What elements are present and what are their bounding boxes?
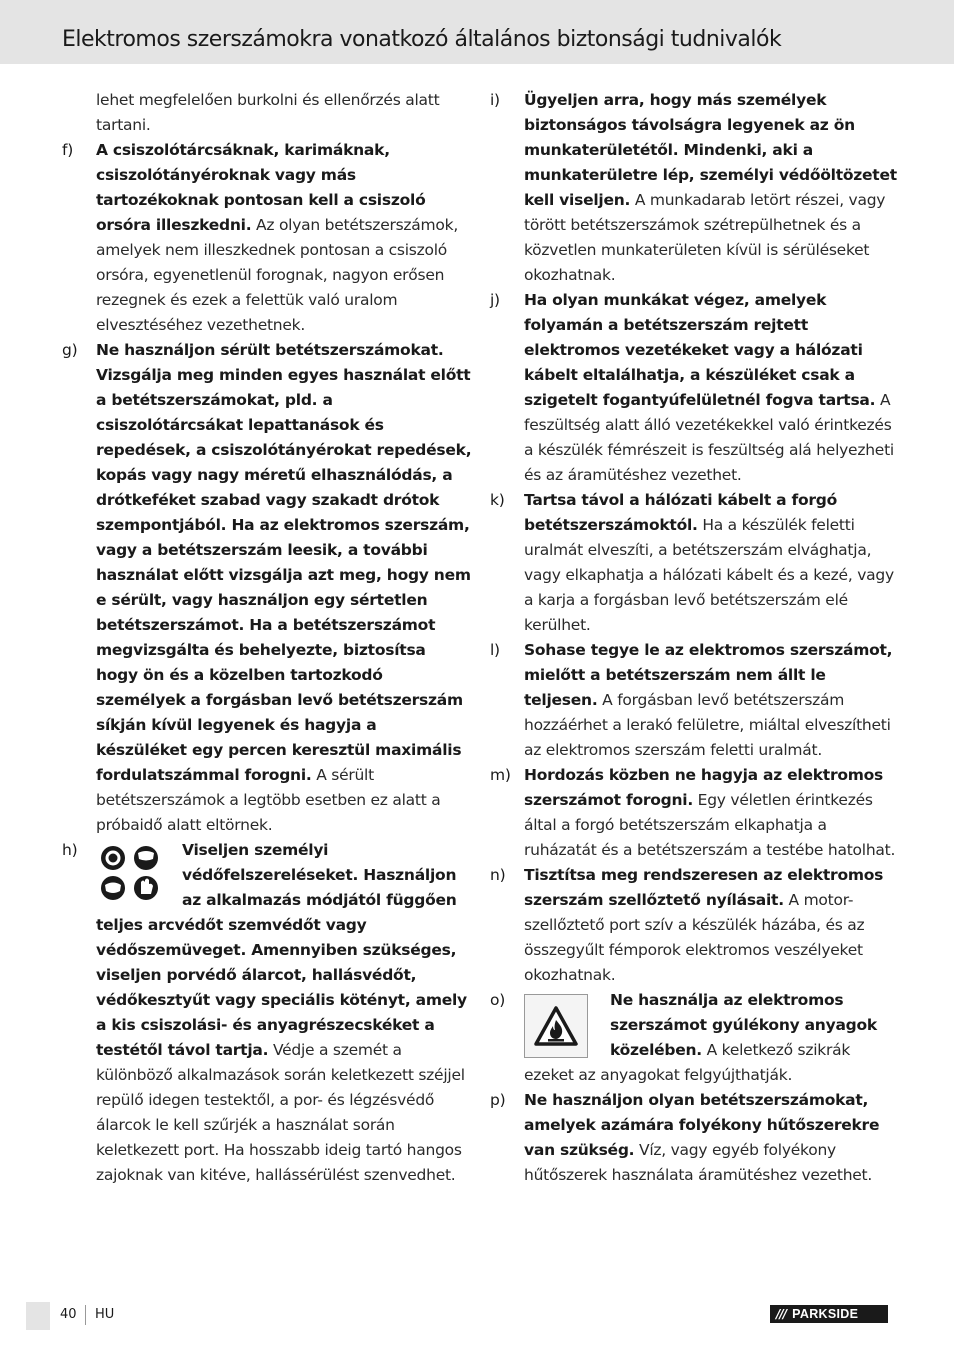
item-j-bold: Ha olyan munkákat végez, amelyek folyamán a betétszerszám rejtett elektromos vezetékeket vagy a hálózati kábelt eltalálhatja, a készüléket csak a szigetelt fogantyúfelületnél fogva tartsa.	[524, 291, 876, 409]
item-m-label: m)	[490, 766, 511, 784]
footer-marker	[26, 1302, 50, 1330]
flammable-warning-icon	[524, 994, 588, 1058]
item-n-text: A motor-szellőztető port szív a készülék házába, és az összegyűlt fémporok elektromos veszélyeket okozhatnak.	[524, 891, 865, 984]
item-k	[490, 488, 900, 638]
item-p-label: p)	[490, 1091, 506, 1109]
item-k-text: Ha a készülék feletti uralmát elveszíti, a betétszerszám elvághatja, vagy elkaphatja a hálózati kábelt és a kezé, vagy a karja a forgásban levő betétszerszám elé kerülhet.	[524, 516, 894, 634]
language-code: HU	[95, 1307, 115, 1322]
item-l	[490, 638, 900, 763]
warning-triangle-icon	[534, 1006, 578, 1046]
item-m-bold: Hordozás közben ne hagyja az elektromos szerszámot forogni.	[524, 766, 884, 809]
footer-divider	[85, 1305, 86, 1325]
item-f-bold: A csiszolótárcsáknak, karimáknak, csiszolótányéroknak vagy más tartozékoknak pontosan kell a csiszoló orsóra illeszkedni.	[96, 141, 426, 234]
item-l-text: A forgásban levő betétszerszám hozzáérhet a lerakó felületre, miáltal elveszítheti az elektromos szerszám feletti uralmát.	[524, 691, 891, 759]
item-g	[62, 338, 472, 838]
page-header	[0, 0, 954, 64]
page-title: Elektromos szerszámokra vonatkozó általános biztonsági tudnivalók	[62, 27, 782, 52]
item-n	[490, 863, 900, 988]
item-j-text: A feszültség alatt álló vezetékekkel való érintkezés a készülék fémrészeit is feszültség alá helyezheti és az áramütéshez vezethet.	[524, 391, 894, 484]
item-f	[62, 138, 472, 338]
item-l-label: l)	[490, 641, 500, 659]
left-column	[62, 88, 472, 1188]
item-p-text: Víz, vagy egyéb folyékony hűtőszerek használata áramütéshez vezethet.	[524, 1141, 873, 1184]
item-h-label: h)	[62, 841, 78, 859]
item-k-bold: Tartsa távol a hálózati kábelt a forgó betétszerszámoktól.	[524, 491, 838, 534]
logo-stripes-icon: ///	[776, 1307, 787, 1321]
item-l-bold: Sohase tegye le az elektromos szerszámot, mielőtt a betétszerszám nem állt le teljesen.	[524, 641, 893, 709]
item-i-bold: Ügyeljen arra, hogy más személyek biztonságos távolságra legyenek az ön munkaterületétől. Mindenki, aki a munkaterületre lép, személyi védőöltözetet kell viseljen.	[524, 91, 897, 209]
page-number: 40	[60, 1307, 77, 1322]
item-p	[490, 1088, 900, 1188]
item-e-continued	[62, 88, 472, 138]
item-n-label: n)	[490, 866, 506, 884]
item-f-text: Az olyan betétszerszámok, amelyek nem illeszkednek pontosan a csiszoló orsóra, egyenetlenül forognak, nagyon erősen rezegnek és ezek a felettük való uralom elvesztéséhez vezethetnek.	[96, 216, 459, 334]
item-g-label: g)	[62, 341, 78, 359]
item-o-bold: Ne használja az elektromos szerszámot gyúlékony anyagok közelében.	[610, 991, 877, 1059]
item-g-bold: Ne használjon sérült betétszerszámokat. Vizsgálja meg minden egyes használat előtt a betétszerszámokat, pld. a csiszolótárcsákat lepattanások és repedések, a csiszolótányérokat repedések, kopás vagy nagy méretű elhasználódás, a drótkeféket szabad vagy szakadt drótok szempontjából. Ha az elektromos szerszám, vagy a betétszerszám leesik, a további használat előtt vizsgálja azt meg, hogy nem e sérült, vagy használjon egy sértetlen betétszerszámot. Ha a betétszerszámot megvizsgálta és behelyezte, biztosítsa hogy ön és a közelben tartozkodó személyek a forgásban levő betétszerszám síkján kívül legyenek és hagyja a készüléket egy percen keresztül maximális fordulatszámmal forogni.	[96, 341, 472, 784]
item-m-text: Egy véletlen érintkezés által a forgó betétszerszám elkaphatja a ruházatát és a betétszerszám a testébe hatolhat.	[524, 791, 896, 859]
item-f-label: f)	[62, 141, 74, 159]
item-j-label: j)	[490, 291, 500, 309]
item-o-text: A keletkező szikrák ezeket az anyagokat felgyújthatják.	[524, 1041, 851, 1084]
brand-logo	[770, 1305, 888, 1323]
item-o-label: o)	[490, 991, 506, 1009]
item-g-text: A sérült betétszerszámok a legtöbb esetben ez alatt a próbaidő alatt eltörnek.	[96, 766, 441, 834]
item-h	[62, 838, 472, 1188]
item-k-label: k)	[490, 491, 505, 509]
item-h-text: Védje a szemét a különböző alkalmazások során keletkezett széjjel repülő idegen testektől, a por- és légzésvédő álarcok le kell szűrjék a használat során keletkezett port. Ha hosszabb ideig tartó hangos zajoknak van kitéve, hallássérülést szenvedhet.	[96, 1041, 465, 1184]
item-o	[490, 988, 900, 1088]
item-i-text: A munkadarab letört részei, vagy törött betétszerszámok szétrepülhetnek és a közvetlen munkaterületen kívül is sérüléseket okozhatnak.	[524, 191, 886, 284]
item-e-text: lehet megfelelően burkolni és ellenőrzés alatt tartani.	[96, 91, 440, 134]
right-column	[490, 88, 900, 1188]
item-h-bold: Viseljen személyi védőfelszereléseket. Használjon az alkalmazás módjától függően teljes arcvédőt szemvédőt vagy védőszemüveget. Amennyiben szükséges, viseljen porvédő álarcot, hallásvédőt, védőkesztyűt vagy speciális kötényt, amely a kis csiszolási- és anyagrészecskéket a testétől távol tartja.	[96, 841, 467, 1059]
item-i	[490, 88, 900, 288]
item-j	[490, 288, 900, 488]
item-i-label: i)	[490, 91, 500, 109]
item-m	[490, 763, 900, 863]
item-n-bold: Tisztítsa meg rendszeresen az elektromos szerszám szellőztető nyílásait.	[524, 866, 884, 909]
brand-name: PARKSIDE	[792, 1307, 859, 1321]
protective-equipment-icon	[96, 844, 166, 902]
item-p-bold: Ne használjon olyan betétszerszámokat, amelyek azámára folyékony hűtőszerekre van szükség.	[524, 1091, 880, 1159]
